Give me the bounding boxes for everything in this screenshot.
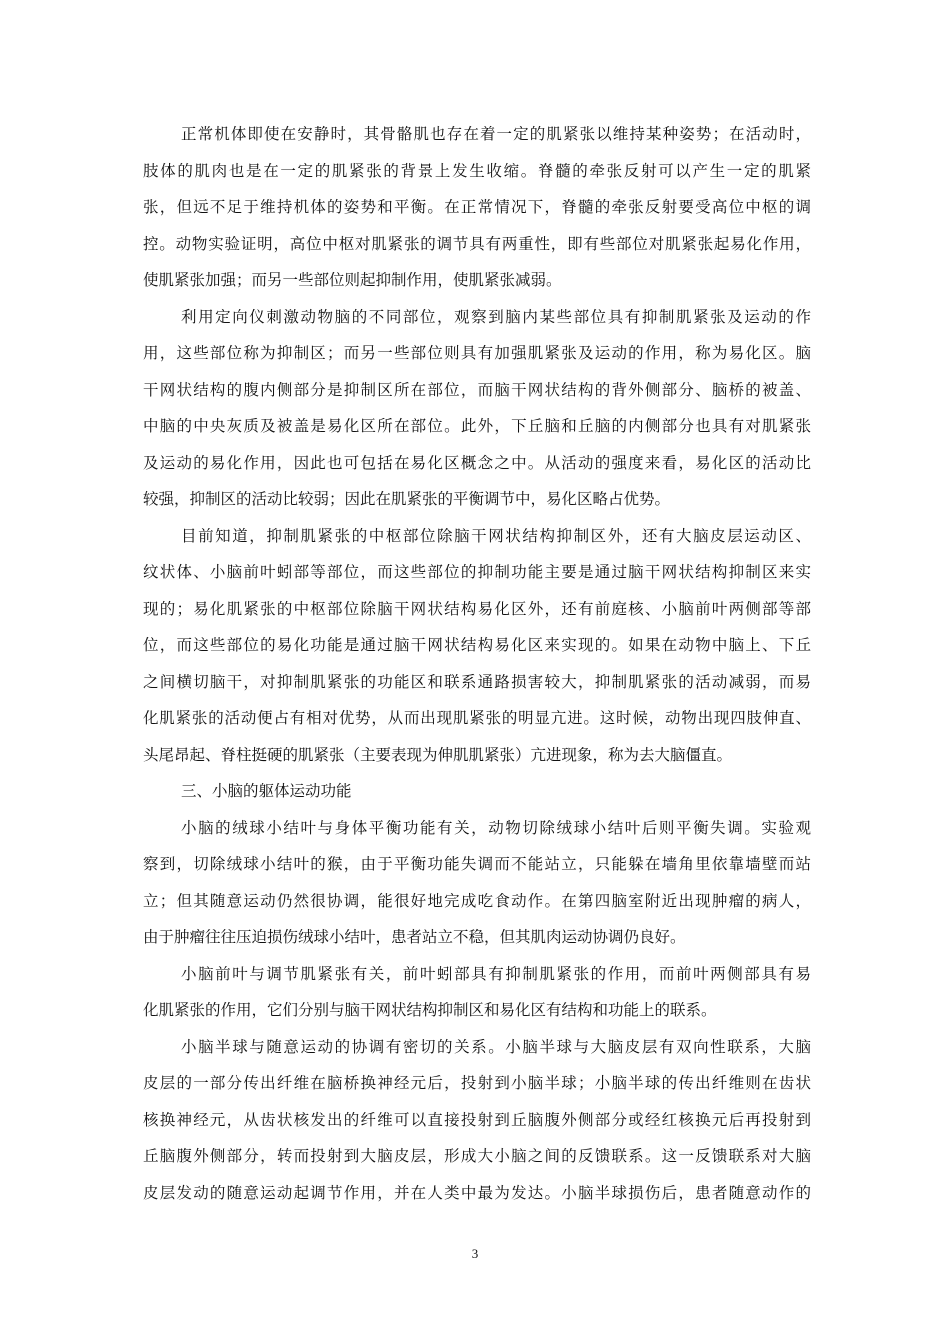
text-line: 小脑前叶与调节肌紧张有关，前叶蚓部具有抑制肌紧张的作用，而前叶两侧部具有易 bbox=[181, 964, 811, 983]
text-line: 中脑的中央灰质及被盖是易化区所在部位。此外，下丘脑和丘脑的内侧部分也具有对肌紧张 bbox=[143, 417, 811, 435]
text-line: 化肌紧张的作用，它们分别与脑干网状结构抑制区和易化区有结构和功能上的联系。 bbox=[143, 1001, 717, 1019]
section-heading: 三、小脑的躯体运动功能 bbox=[181, 782, 352, 800]
text-line: 张，但远不足于维持机体的姿势和平衡。在正常情况下，脊髓的牵张反射要受高位中枢的调 bbox=[143, 198, 811, 216]
text-line: 由于肿瘤往往压迫损伤绒球小结叶，患者站立不稳，但其肌肉运动协调仍良好。 bbox=[143, 928, 686, 946]
text-line: 肢体的肌肉也是在一定的肌紧张的背景上发生收缩。脊髓的牵张反射可以产生一定的肌紧 bbox=[143, 161, 811, 180]
text-line: 皮层的一部分传出纤维在脑桥换神经元后，投射到小脑半球；小脑半球的传出纤维则在齿状 bbox=[143, 1074, 811, 1092]
text-line: 小脑半球与随意运动的协调有密切的关系。小脑半球与大脑皮层有双向性联系，大脑 bbox=[181, 1037, 811, 1056]
text-line: 现的；易化肌紧张的中枢部位除脑干网状结构易化区外，还有前庭核、小脑前叶两侧部等部 bbox=[143, 599, 811, 618]
text-line: 及运动的易化作用，因此也可包括在易化区概念之中。从活动的强度来看，易化区的活动比 bbox=[143, 453, 811, 472]
text-line: 用，这些部位称为抑制区；而另一些部位则具有加强肌紧张及运动的作用，称为易化区。脑 bbox=[143, 344, 811, 362]
text-line: 丘脑腹外侧部分，转而投射到大脑皮层，形成大小脑之间的反馈联系。这一反馈联系对大脑 bbox=[143, 1147, 811, 1165]
text-line: 纹状体、小脑前叶蚓部等部位，而这些部位的抑制功能主要是通过脑干网状结构抑制区来实 bbox=[143, 563, 811, 581]
text-line: 之间横切脑干，对抑制肌紧张的功能区和联系通路损害较大，抑制肌紧张的活动减弱，而易 bbox=[143, 672, 811, 691]
text-line: 使肌紧张加强；而另一些部位则起抑制作用，使肌紧张减弱。 bbox=[143, 271, 562, 289]
text-line: 干网状结构的腹内侧部分是抑制区所在部位，而脑干网状结构的背外侧部分、脑桥的被盖、 bbox=[143, 380, 811, 399]
text-line: 目前知道，抑制肌紧张的中枢部位除脑干网状结构抑制区外，还有大脑皮层运动区、 bbox=[181, 526, 811, 545]
text-line: 立；但其随意运动仍然很协调，能很好地完成吃食动作。在第四脑室附近出现肿瘤的病人， bbox=[143, 891, 811, 910]
text-line: 化肌紧张的活动便占有相对优势，从而出现肌紧张的明显亢进。这时候，动物出现四肢伸直、 bbox=[143, 709, 811, 727]
text-line: 头尾昂起、脊柱挺硬的肌紧张（主要表现为伸肌肌紧张）亢进现象，称为去大脑僵直。 bbox=[143, 745, 733, 764]
page-number: 3 bbox=[471, 1246, 479, 1261]
text-line: 控。动物实验证明，高位中枢对肌紧张的调节具有两重性，即有些部位对肌紧张起易化作用， bbox=[143, 234, 811, 253]
text-line: 正常机体即使在安静时，其骨骼肌也存在着一定的肌紧张以维持某种姿势；在活动时， bbox=[181, 125, 811, 143]
text-line: 皮层发动的随意运动起调节作用，并在人类中最为发达。小脑半球损伤后，患者随意动作的 bbox=[143, 1183, 811, 1202]
text-line: 小脑的绒球小结叶与身体平衡功能有关，动物切除绒球小结叶后则平衡失调。实验观 bbox=[181, 818, 811, 837]
text-line: 利用定向仪刺激动物脑的不同部位，观察到脑内某些部位具有抑制肌紧张及运动的作 bbox=[181, 307, 811, 326]
body-text bbox=[143, 116, 811, 1211]
text-line: 察到，切除绒球小结叶的猴，由于平衡功能失调而不能站立，只能躲在墙角里依靠墙壁而站 bbox=[143, 855, 811, 873]
text-line: 较强，抑制区的活动比较弱；因此在肌紧张的平衡调节中，易化区略占优势。 bbox=[143, 490, 671, 508]
text-line: 位，而这些部位的易化功能是通过脑干网状结构易化区来实现的。如果在动物中脑上、下丘 bbox=[143, 636, 811, 654]
text-line: 核换神经元，从齿状核发出的纤维可以直接投射到丘脑腹外侧部分或经红核换元后再投射到 bbox=[143, 1110, 811, 1129]
